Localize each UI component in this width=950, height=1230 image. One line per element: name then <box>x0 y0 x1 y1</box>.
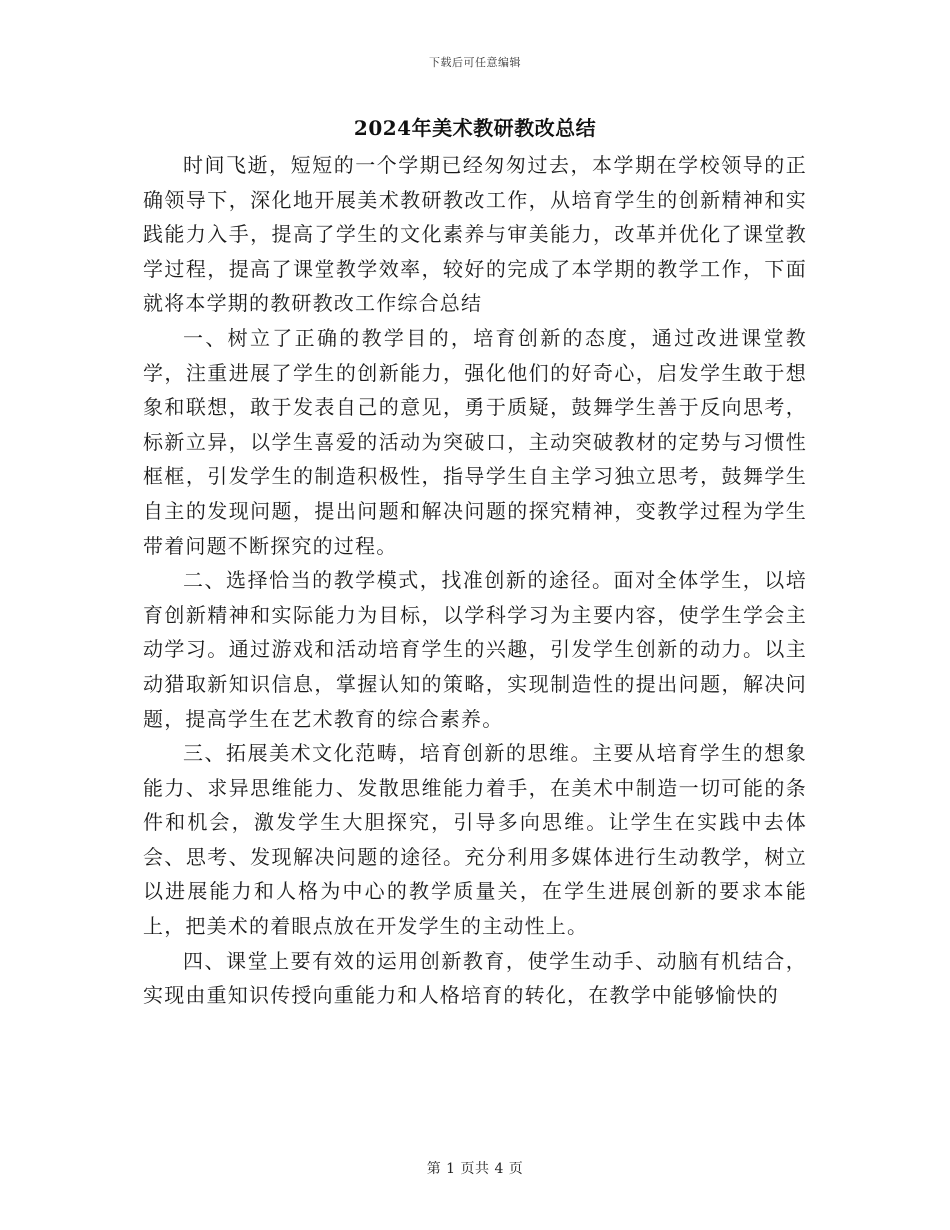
document-title: 2024年美术教研教改总结 <box>353 116 597 140</box>
paragraph-section-3: 三、拓展美术文化范畴，培育创新的思维。主要从培育学生的想象能力、求异思维能力、发散思维能力着手，在美术中制造一切可能的条件和机会，激发学生大胆探究，引导多向思维。让学生在实践中去体会、思考、发现解决问题的途径。充分利用多媒体进行生动教学，树立以进展能力和人格为中心的教学质量关，在学生进展创新的要求本能上，把美术的着眼点放在开发学生的主动性上。 <box>143 741 807 939</box>
header-note: 下载后可任意编辑 <box>429 56 521 69</box>
page-indicator: 第 1 页共 4 页 <box>426 1161 524 1177</box>
document-body <box>143 148 807 1013</box>
paragraph-intro: 时间飞逝，短短的一个学期已经匆匆过去，本学期在学校领导的正确领导下，深化地开展美术教研教改工作，从培育学生的创新精神和实践能力入手，提高了学生的文化素养与审美能力，改革并优化了课堂教学过程，提高了课堂教学效率，较好的完成了本学期的教学工作，下面就将本学期的教研教改工作综合总结 <box>143 153 807 316</box>
paragraph-section-1: 一、树立了正确的教学目的，培育创新的态度，通过改进课堂教学，注重进展了学生的创新能力，强化他们的好奇心，启发学生敢于想象和联想，敢于发表自己的意见，勇于质疑，鼓舞学生善于反向思考，标新立异，以学生喜爱的活动为突破口，主动突破教材的定势与习惯性框框，引发学生的制造积极性，指导学生自主学习独立思考，鼓舞学生自主的发现问题，提出问题和解决问题的探究精神，变教学过程为学生带着问题不断探究的过程。 <box>143 325 807 558</box>
paragraph-section-2: 二、选择恰当的教学模式，找准创新的途径。面对全体学生，以培育创新精神和实际能力为目标，以学科学习为主要内容，使学生学会主动学习。通过游戏和活动培育学生的兴趣，引发学生创新的动力。以主动猎取新知识信息，掌握认知的策略，实现制造性的提出问题，解决问题，提高学生在艺术教育的综合素养。 <box>143 568 807 731</box>
paragraph-section-4: 四、课堂上要有效的运用创新教育，使学生动手、动脑有机结合，实现由重知识传授向重能力和人格培育的转化，在教学中能够愉快的 <box>143 948 807 1008</box>
